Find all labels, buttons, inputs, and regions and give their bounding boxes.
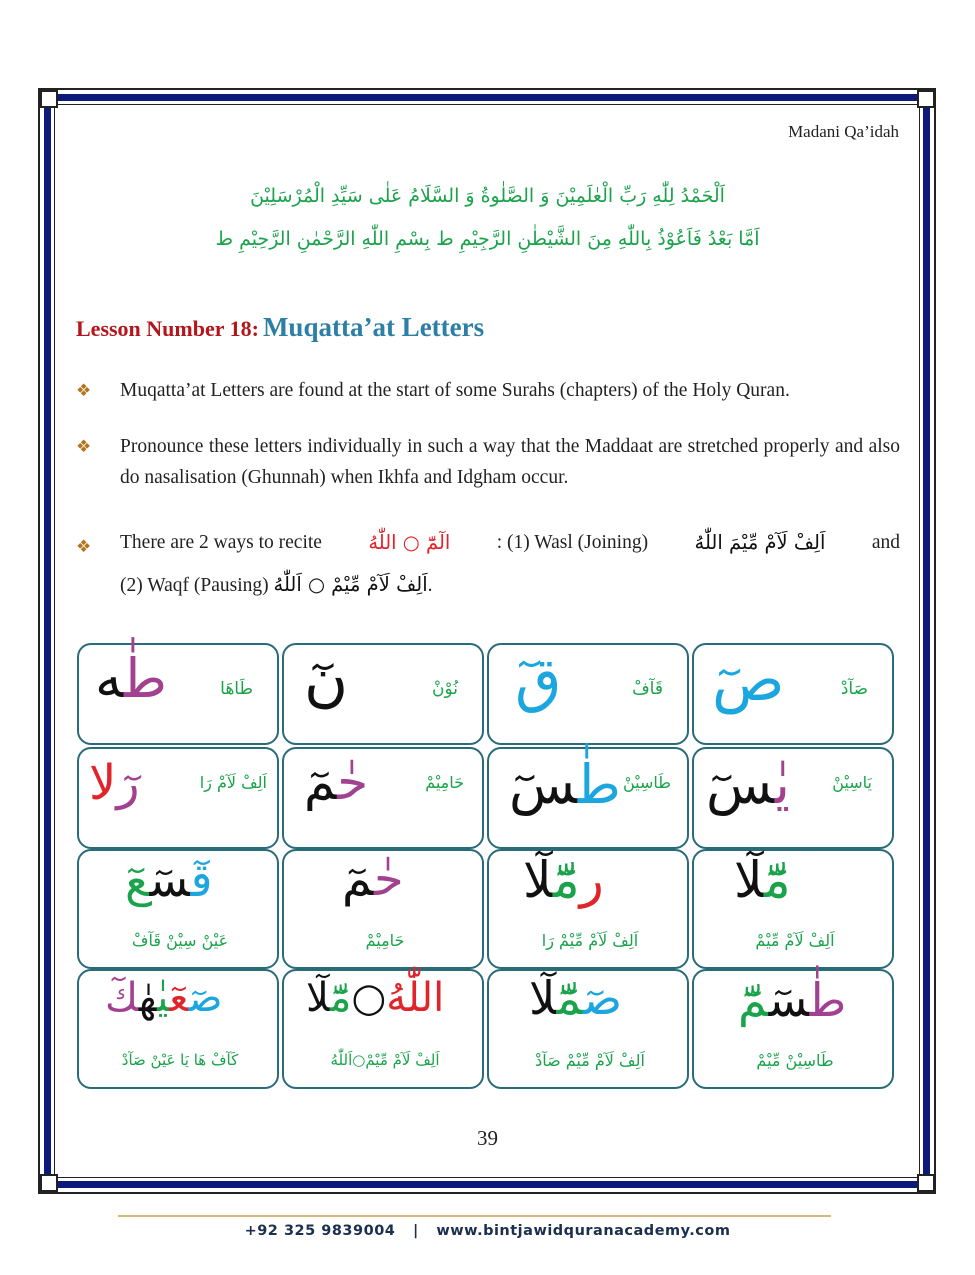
letter-pronunciation: طَاسِیْنْ: [622, 773, 671, 792]
footer-separator: |: [412, 1223, 419, 1239]
book-title: Madani Qa’idah: [788, 122, 899, 141]
letter-card-taa-seen-meem: [692, 969, 894, 1089]
letter-card-noon: [282, 643, 484, 745]
corner-ornament-bottom-left: [40, 1174, 58, 1192]
letter-card-alif-laam-meem-saad: [487, 969, 689, 1089]
bullet-3-text-e: .: [427, 575, 433, 596]
letter-big: قٓسٓعٓ: [125, 853, 213, 907]
letter-pronunciation: اَلِفْ لَآمْ مِّیْمْ: [755, 931, 835, 950]
letter-big: رمّٓلٓ: [523, 851, 604, 909]
letter-big: مّٓلٓ: [734, 851, 791, 909]
letter-card-kaaf-haa-yaa-ain-saad: [77, 969, 279, 1089]
footer-contact: [0, 1223, 975, 1239]
letter-big: اللّٰهُ○مّٓلٓ: [306, 975, 445, 1021]
letter-card-taa-haa: [77, 643, 279, 745]
letter-big: طٰسٓمّٓ: [738, 973, 847, 1027]
letter-pronunciation: عَیْنْ سِیْنْ قَآفْ: [131, 931, 229, 950]
letter-big: رل: [89, 755, 140, 811]
letter-big: صٓمّٓلٓ: [529, 971, 623, 1025]
page-number: 39: [477, 1126, 498, 1150]
letter-card-alif-laam-meem: [692, 849, 894, 969]
bullet-text: [120, 522, 900, 607]
letter-big: صٓعٓیٰهٰكٓ: [105, 975, 223, 1021]
bullet-3-text-b: : (1) Wasl (Joining): [496, 532, 649, 553]
letter-big: طٰه: [95, 647, 167, 710]
opening-line-2: اَمَّا بَعْدُ فَاَعُوْذُ بِاللّٰهِ مِنَ الشَّیْطٰنِ الرَّجِیْمِ ط بِسْمِ اللّٰهِ الرَّحْمٰنِ الرَّحِیْمِ ط: [215, 228, 760, 250]
letter-pronunciation: یَاسِیْنْ: [832, 773, 872, 792]
bullet-3-arabic-waqf: اَلِفْ لَآمْ مِّیْمْ ○ اَللّٰهُ: [273, 573, 428, 596]
letter-pronunciation: حَامِیْمْ: [365, 931, 405, 950]
letter-card-haa-meem: [282, 747, 484, 849]
letter-pronunciation: اَلِفْ لَآمْ مِّیْمْ○اَللّٰهُ: [330, 1051, 440, 1069]
letter-pronunciation: اَلِفْ لَآمْ مِّیْمْ صَآدْ: [535, 1051, 645, 1070]
bullet-text: Pronounce these letters individually in such a way that the Maddaat are stretched properly and also do nasalisation (Ghunnah) when Ikhfa and Idgham occur.: [120, 436, 900, 488]
letter-card-yaa-seen: [692, 747, 894, 849]
letter-big: حٰمٓ: [304, 753, 369, 811]
letter-pronunciation: صَآدْ: [840, 679, 868, 699]
letter-card-taa-seen: [487, 747, 689, 849]
lesson-heading: [76, 312, 484, 343]
bullet-3-text-a: There are 2 ways to recite: [120, 532, 322, 553]
letter-pronunciation: طَاهَا: [220, 679, 253, 699]
letter-pronunciation: قَآفْ: [632, 679, 663, 699]
letter-big: صٓ: [712, 645, 785, 715]
footer-phone: +92 325 9839004: [244, 1223, 396, 1239]
letter-big: قٓ: [515, 645, 562, 715]
letter-card-alif-laam-meem-allah: [282, 969, 484, 1089]
letter-big: طٰسٓ: [509, 753, 621, 816]
bullet-1: [76, 375, 900, 406]
letter-big: نٓ: [304, 645, 349, 715]
letter-pronunciation: كَآفْ هَا یَا عَیْنْ صَآدْ: [121, 1051, 239, 1069]
lesson-number: Lesson Number 18:: [76, 316, 259, 341]
corner-ornament-top-right: [917, 90, 935, 108]
footer-divider: [118, 1215, 831, 1217]
letter-pronunciation: طَاسِیْنْ مِّیْمْ: [756, 1051, 834, 1070]
letter-big: یٰسٓ: [706, 753, 790, 816]
bullet-3: [76, 522, 900, 607]
bullet-3-arabic-example: الٓمّٓ ○ اللّٰهُ: [368, 531, 451, 554]
letter-card-qaaf: [487, 643, 689, 745]
letter-card-alif-laam-raa: [77, 747, 279, 849]
letter-pronunciation: نُوْنْ: [432, 679, 458, 699]
bullet-diamond-icon: ❖: [76, 537, 92, 556]
letter-card-saad: [692, 643, 894, 745]
bullet-3-text-d: (2) Waqf (Pausing): [120, 575, 269, 596]
bullet-2: [76, 431, 900, 493]
letter-big: حٰمٓ: [342, 851, 404, 907]
muqattaat-grid: [77, 643, 899, 1088]
bullet-3-text-c: and: [871, 532, 900, 553]
footer-website[interactable]: www.bintjawidquranacademy.com: [436, 1223, 731, 1239]
bullet-3-arabic-wasl: اَلِفْ لَآمْ مِّیْمَ اللّٰهُ: [694, 531, 826, 554]
lesson-title: Muqatta’at Letters: [262, 312, 485, 342]
corner-ornament-bottom-right: [917, 1174, 935, 1192]
letter-card-ain-seen-qaaf: [77, 849, 279, 969]
letter-pronunciation: حَامِیْمْ: [425, 773, 464, 792]
bullet-diamond-icon: ❖: [76, 437, 92, 456]
corner-ornament-top-left: [40, 90, 58, 108]
opening-line-1: اَلْحَمْدُ لِلّٰهِ رَبِّ الْعٰلَمِیْنَ وَ الصَّلٰوةُ وَ السَّلَامُ عَلٰی سَیِّدِ الْمُرْسَلِیْنَ: [250, 185, 725, 207]
letter-pronunciation: اَلِفْ لَآمْ رَا: [199, 773, 267, 792]
letter-card-alif-laam-meem-raa: [487, 849, 689, 969]
letter-pronunciation: اَلِفْ لَآمْ مِّیْمْ رَا: [541, 931, 639, 950]
bullet-diamond-icon: ❖: [76, 381, 92, 400]
bullet-text: Muqatta’at Letters are found at the start of some Surahs (chapters) of the Holy Quran.: [120, 380, 790, 401]
letter-card-haa-meem-2: [282, 849, 484, 969]
